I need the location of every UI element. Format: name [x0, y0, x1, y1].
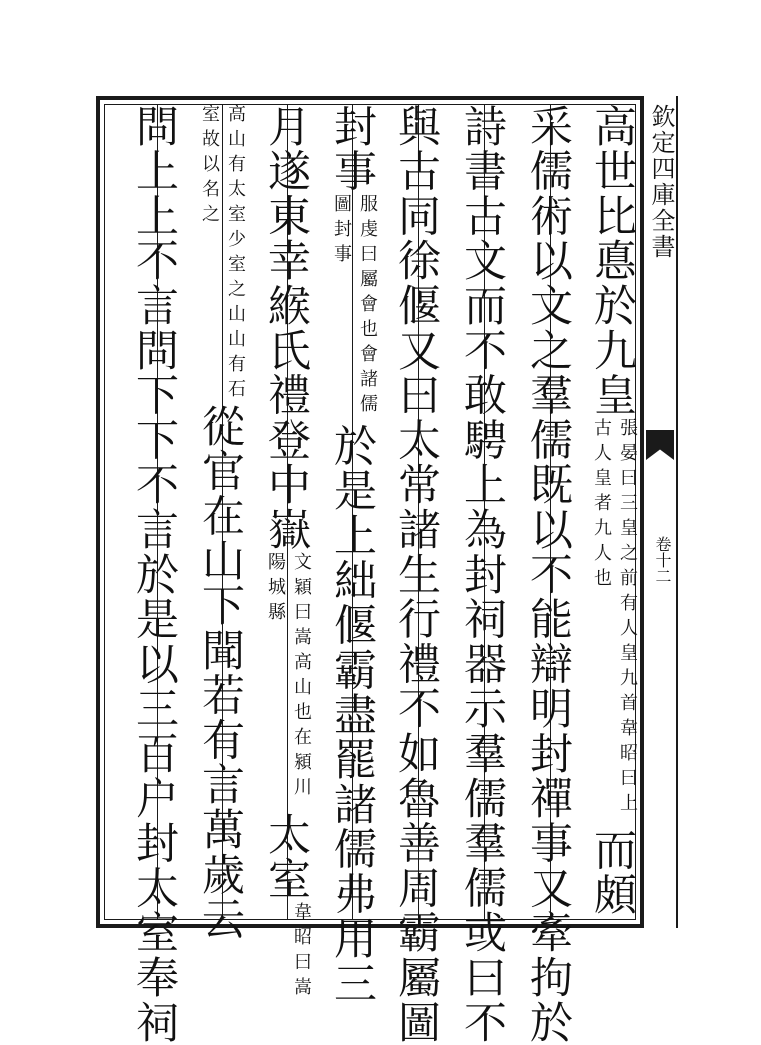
block-heart-margin — [644, 96, 678, 928]
text-column-7 — [192, 104, 248, 942]
main-text: 從官在山下聞若有言萬歲云 — [195, 404, 245, 942]
main-text: 太室 — [261, 812, 311, 902]
text-column-1 — [584, 104, 640, 920]
main-text: 於是上絀偃霸盡罷諸儒弗用三 — [327, 423, 377, 1007]
main-text: 月遂東幸緱氏禮登中嶽 — [261, 104, 311, 552]
annotation-note: 高山有太室少室之山山有石室故以名之 — [199, 104, 246, 404]
book-title: 欽定四庫全書 — [647, 104, 675, 260]
annotation-note: 服虔曰屬會也會諸儒圖封事 — [331, 193, 378, 419]
main-text: 詩書古文而不敢騁上為封祠器示羣儒羣儒或曰不 — [457, 104, 507, 1045]
volume-number: 卷十二 — [653, 536, 672, 584]
annotation-note: 韋昭曰嵩 — [291, 901, 312, 1002]
main-text: 封事 — [327, 104, 377, 194]
main-text: 采儒術以文之羣儒既以不能辯明封禪事又牽拘於 — [523, 104, 573, 1045]
text-column-6 — [258, 104, 314, 1002]
fishtail-mark — [646, 430, 674, 460]
main-text: 問上上不言問下下不言於是以三百户封太室奉祠 — [129, 104, 179, 1045]
main-text: 而頗 — [587, 827, 637, 918]
text-column-3 — [454, 104, 510, 1045]
text-column-4 — [388, 104, 444, 1045]
text-column-8 — [126, 104, 182, 1045]
text-column-2 — [520, 104, 576, 1045]
annotation-note: 張晏曰三皇之前有人皇九首韋昭曰上古人皇者九人也 — [591, 417, 638, 818]
main-text: 高世比悳於九皇 — [587, 104, 637, 418]
text-column-5 — [324, 104, 380, 1007]
annotation-note: 文穎曰嵩高山也在潁川陽城縣 — [265, 552, 312, 802]
main-text: 與古同徐偃又曰太常諸生行禮不如魯善周霸屬圖 — [391, 104, 441, 1045]
